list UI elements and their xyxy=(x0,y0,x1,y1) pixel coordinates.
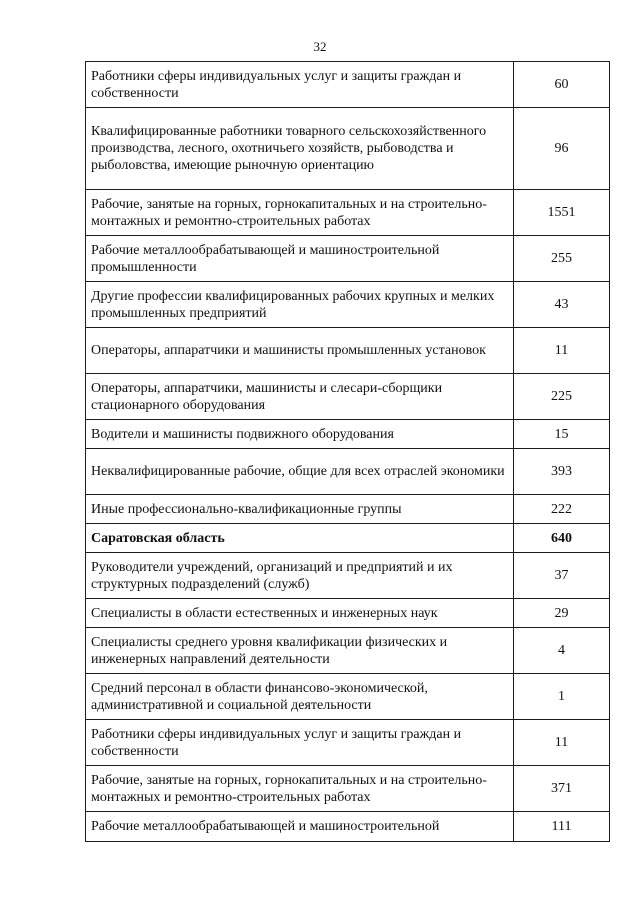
occupation-name: Квалифицированные работники товарного сельскохозяйственного производства, лесного, охотничьего хозяйств, рыбоводства и рыболовства, имеющие рыночную ориентацию xyxy=(86,108,514,190)
occupation-count: 393 xyxy=(514,449,610,495)
table-row xyxy=(86,328,610,374)
table-row xyxy=(86,108,610,190)
occupation-name: Иные профессионально-квалификационные группы xyxy=(86,495,514,524)
table-row xyxy=(86,599,610,628)
table-row xyxy=(86,190,610,236)
region-name: Саратовская область xyxy=(86,524,514,553)
table-row xyxy=(86,674,610,720)
occupation-name: Неквалифицированные рабочие, общие для всех отраслей экономики xyxy=(86,449,514,495)
table-row xyxy=(86,282,610,328)
region-total: 640 xyxy=(514,524,610,553)
occupation-count: 1551 xyxy=(514,190,610,236)
table-row xyxy=(86,766,610,812)
occupation-table xyxy=(85,61,610,842)
page-number: 32 xyxy=(313,39,327,54)
occupation-count: 11 xyxy=(514,328,610,374)
table-row xyxy=(86,495,610,524)
occupation-count: 222 xyxy=(514,495,610,524)
occupation-name: Операторы, аппаратчики и машинисты промышленных установок xyxy=(86,328,514,374)
region-row xyxy=(86,524,610,553)
table-row xyxy=(86,420,610,449)
occupation-name: Специалисты среднего уровня квалификации физических и инженерных направлений деятельности xyxy=(86,628,514,674)
occupation-name: Средний персонал в области финансово-экономической, административной и социальной деятельности xyxy=(86,674,514,720)
occupation-name: Рабочие металлообрабатывающей и машиностроительной промышленности xyxy=(86,236,514,282)
table-row xyxy=(86,812,610,842)
occupation-name: Водители и машинисты подвижного оборудования xyxy=(86,420,514,449)
occupation-count: 60 xyxy=(514,62,610,108)
table-row xyxy=(86,236,610,282)
occupation-count: 29 xyxy=(514,599,610,628)
table-row xyxy=(86,553,610,599)
occupation-name: Другие профессии квалифицированных рабочих крупных и мелких промышленных предприятий xyxy=(86,282,514,328)
occupation-name: Рабочие, занятые на горных, горнокапитальных и на строительно-монтажных и ремонтно-строительных работах xyxy=(86,766,514,812)
table-row xyxy=(86,374,610,420)
occupation-count: 11 xyxy=(514,720,610,766)
occupation-count: 96 xyxy=(514,108,610,190)
occupation-count: 371 xyxy=(514,766,610,812)
occupation-name: Работники сферы индивидуальных услуг и защиты граждан и собственности xyxy=(86,62,514,108)
table-row xyxy=(86,628,610,674)
table-row xyxy=(86,62,610,108)
occupation-count: 4 xyxy=(514,628,610,674)
occupation-count: 43 xyxy=(514,282,610,328)
table-row xyxy=(86,720,610,766)
occupation-name: Специалисты в области естественных и инженерных наук xyxy=(86,599,514,628)
occupation-count: 225 xyxy=(514,374,610,420)
table-body xyxy=(86,62,610,842)
occupation-count: 1 xyxy=(514,674,610,720)
occupation-name: Работники сферы индивидуальных услуг и защиты граждан и собственности xyxy=(86,720,514,766)
occupation-name: Руководители учреждений, организаций и предприятий и их структурных подразделений (служб) xyxy=(86,553,514,599)
occupation-count: 15 xyxy=(514,420,610,449)
occupation-count: 111 xyxy=(514,812,610,842)
occupation-name: Операторы, аппаратчики, машинисты и слесари-сборщики стационарного оборудования xyxy=(86,374,514,420)
occupation-count: 255 xyxy=(514,236,610,282)
occupation-name: Рабочие металлообрабатывающей и машиностроительной xyxy=(86,812,514,842)
occupation-count: 37 xyxy=(514,553,610,599)
table-row xyxy=(86,449,610,495)
occupation-name: Рабочие, занятые на горных, горнокапитальных и на строительно-монтажных и ремонтно-строительных работах xyxy=(86,190,514,236)
